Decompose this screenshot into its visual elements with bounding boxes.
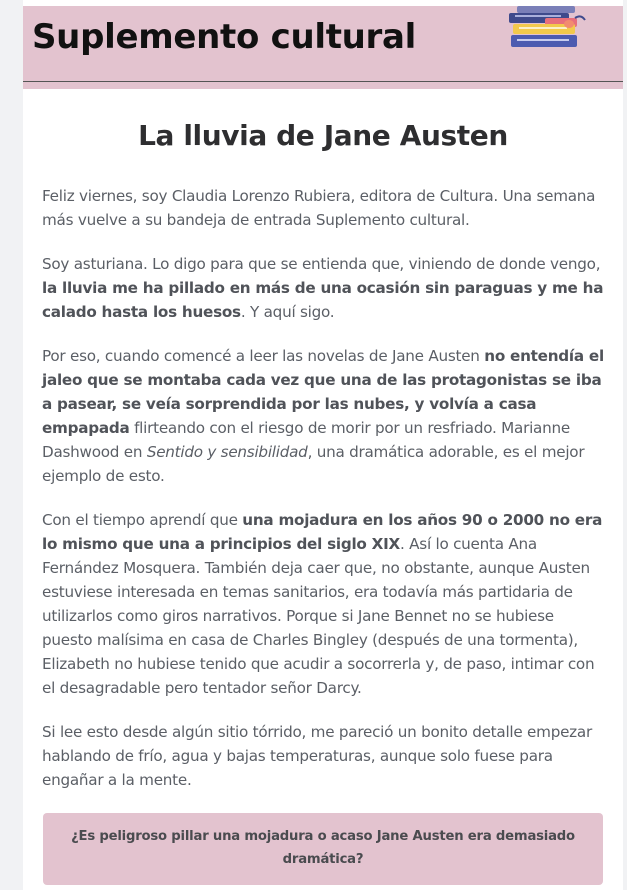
paragraph-5 [42, 720, 604, 792]
paragraph-text: Soy asturiana. Lo digo para que se entienda que, viniendo de donde vengo, [42, 255, 601, 273]
paragraph-bold-text: no entendía el jaleo que se montaba cada vez que una de las protagonistas se iba a pasear, se veía sorprendida por las nubes, y volvía a casa empapada [42, 347, 604, 437]
paragraph-3 [42, 344, 604, 488]
header-divider-band [23, 82, 623, 89]
paragraph-bold-text: una mojadura en los años 90 o 2000 no era lo mismo que una a principios del siglo XIX [42, 511, 603, 553]
paragraph-text: Por eso, cuando comencé a leer las novelas de Jane Austen [42, 347, 485, 365]
paragraph-text: . Y aquí sigo. [240, 303, 335, 321]
paragraph-text: , una dramática adorable, es el mejor ejemplo de esto. [42, 443, 585, 485]
newsletter-title: Suplemento cultural [32, 17, 417, 57]
paragraph-2 [42, 252, 604, 324]
paragraph-text: Feliz viernes, soy Claudia Lorenzo Rubiera, editora de Cultura. Una semana más vuelve a su bandeja de entrada Suplemento cultural. [42, 187, 596, 229]
article-title: La lluvia de Jane Austen [138, 119, 508, 152]
callout-box [43, 813, 603, 885]
newsletter-header [23, 6, 623, 82]
paragraph-4 [42, 508, 604, 700]
paragraph-text: Con el tiempo aprendí que [42, 511, 243, 529]
paragraph-text: flirteando con el riesgo de morir por un resfriado. Marianne Dashwood en [42, 419, 570, 461]
paragraph-1 [42, 184, 604, 232]
stacked-books-icon [487, 6, 587, 54]
book-title-italic: Sentido y sensibilidad [146, 443, 308, 461]
paragraph-text: . Así lo cuenta Ana Fernández Mosquera. También deja caer que, no obstante, aunque Austen estuviese interesada en temas sanitarios, era todavía más partidaria de utilizarlos como giros narrativos. Porque si Jane Bennet no se hubiese puesto malísima en casa de Charles Bingley (después de una tormenta), Elizabeth no hubiese tenido que acudir a socorrerla y, de paso, intimar con el desagradable pero tentador señor Darcy. [42, 535, 595, 697]
paragraph-text: Si lee esto desde algún sitio tórrido, me pareció un bonito detalle empezar hablando de frío, agua y bajas temperaturas, aunque solo fuese para engañar a la mente. [42, 723, 592, 789]
callout-question: ¿Es peligroso pillar una mojadura o acaso Jane Austen era demasiado dramática? [71, 829, 575, 867]
paragraph-bold-text: la lluvia me ha pillado en más de una ocasión sin paraguas y me ha calado hasta los huesos [42, 279, 604, 321]
